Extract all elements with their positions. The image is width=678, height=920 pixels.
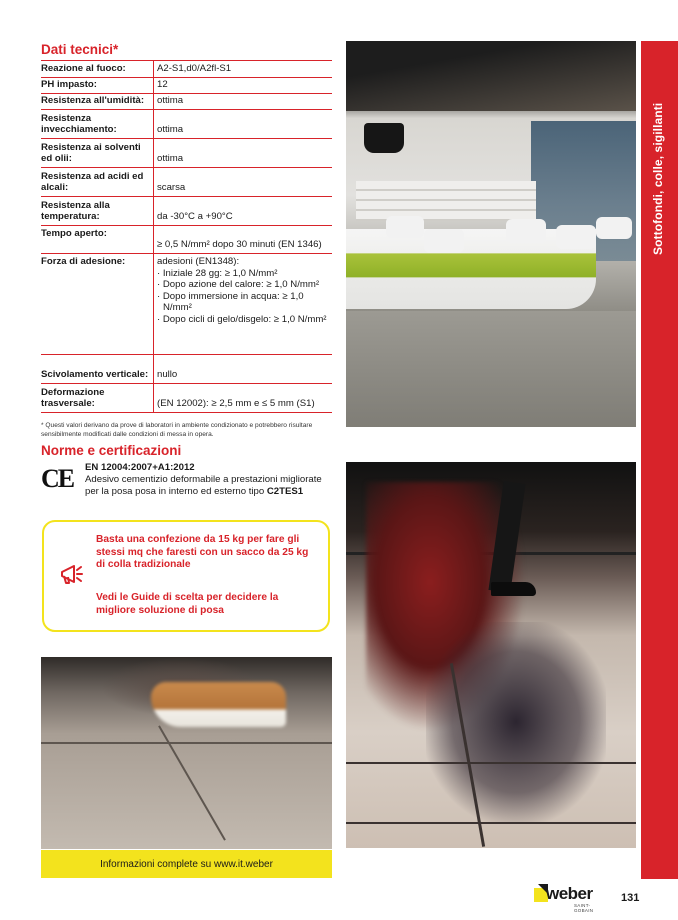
row-key: Resistenza alla temperatura: <box>41 199 110 223</box>
standard-code: EN 12004:2007+A1:2012 <box>85 462 195 473</box>
table-row <box>41 139 332 168</box>
row-value: (EN 12002): ≥ 2,5 mm e ≤ 5 mm (S1) <box>153 384 332 412</box>
row-key: PH impasto: <box>41 79 97 91</box>
table-row <box>41 168 332 197</box>
side-section-tab <box>641 41 678 879</box>
row-value: scarsa <box>153 168 332 196</box>
row-value: ≥ 0,5 N/mm² dopo 30 minuti (EN 1346) <box>153 226 332 253</box>
row-key: Resistenza all'umidità: <box>41 95 145 107</box>
row-key: Resistenza ad acidi ed alcali: <box>41 170 144 194</box>
table-row <box>41 94 332 110</box>
table-row <box>41 60 332 78</box>
list-item: · Dopo azione del calore: ≥ 1,0 N/mm² <box>157 279 320 291</box>
list-item: · Iniziale 28 gg: ≥ 1,0 N/mm² <box>157 267 278 279</box>
table-row <box>41 254 332 355</box>
tech-data-title: Dati tecnici* <box>41 42 119 57</box>
row-value <box>153 254 332 354</box>
page-number: 131 <box>621 892 640 904</box>
row-value: nullo <box>153 355 332 383</box>
restaurant-photo <box>346 41 636 427</box>
brand-name: weber <box>546 884 593 903</box>
adhesion-list <box>157 268 332 326</box>
row-key: Resistenza invecchiamento: <box>41 112 117 136</box>
adhesive-type: C2TES1 <box>266 485 304 497</box>
row-value: ottima <box>153 94 332 109</box>
ce-mark-icon: CE <box>41 464 74 493</box>
row-key: Scivolamento verticale: <box>41 369 149 381</box>
row-key: Deformazione trasversale: <box>41 386 105 410</box>
table-row <box>41 384 332 413</box>
certifications-title: Norme e certificazioni <box>41 443 182 458</box>
row-key: Forza di adesione: <box>41 256 126 267</box>
brand-sub: SAINT-GOBAIN <box>574 903 594 913</box>
table-row <box>41 78 332 94</box>
table-row <box>41 226 332 254</box>
row-value: A2-S1,d0/A2fl-S1 <box>153 61 332 77</box>
promo-text-guide: Vedi le Guide di scelta per decidere la migliore soluzione di posa <box>96 592 279 616</box>
table-row <box>41 197 332 226</box>
table-row <box>41 110 332 139</box>
row-value: ottima <box>153 110 332 138</box>
row-key: Tempo aperto: <box>41 228 107 239</box>
list-item: · Dopo cicli di gelo/disgelo: ≥ 1,0 N/mm² <box>157 313 327 325</box>
info-bar: Informazioni complete su www.it.weber <box>41 850 332 878</box>
row-value: 12 <box>153 78 332 93</box>
list-item: · Dopo immersione in acqua: ≥ 1,0 N/mm² <box>157 290 304 314</box>
promo-text-main: Basta una confezione da 15 kg per fare gli stessi mq che faresti con un sacco da 25 kg di colla tradizionale <box>96 534 309 570</box>
sneaker-floor-photo <box>41 657 332 849</box>
tech-data-table <box>41 60 332 413</box>
table-row <box>41 355 332 384</box>
row-key: Reazione al fuoco: <box>41 63 126 75</box>
certification-text <box>85 462 335 497</box>
megaphone-icon <box>58 562 84 588</box>
row-value: da -30°C a +90°C <box>153 197 332 225</box>
walking-legs-photo <box>346 462 636 848</box>
row-key: Resistenza ai solventi ed olii: <box>41 141 141 165</box>
tech-footnote: * Questi valori derivano da prove di laboratori in ambiente condizionato e potrebbero risultare sensibilmente modificati dalle condizioni di messa in opera. <box>41 422 313 438</box>
row-value: ottima <box>153 139 332 167</box>
certification-description: Adesivo cementizio deformabile a prestazioni migliorate per la posa posa in interno ed esterno tipo <box>85 473 322 497</box>
side-section-label: Sottofondi, colle, sigillanti <box>650 102 665 255</box>
promo-box <box>42 520 330 632</box>
adhesion-head: adesioni (EN1348): <box>157 256 240 267</box>
